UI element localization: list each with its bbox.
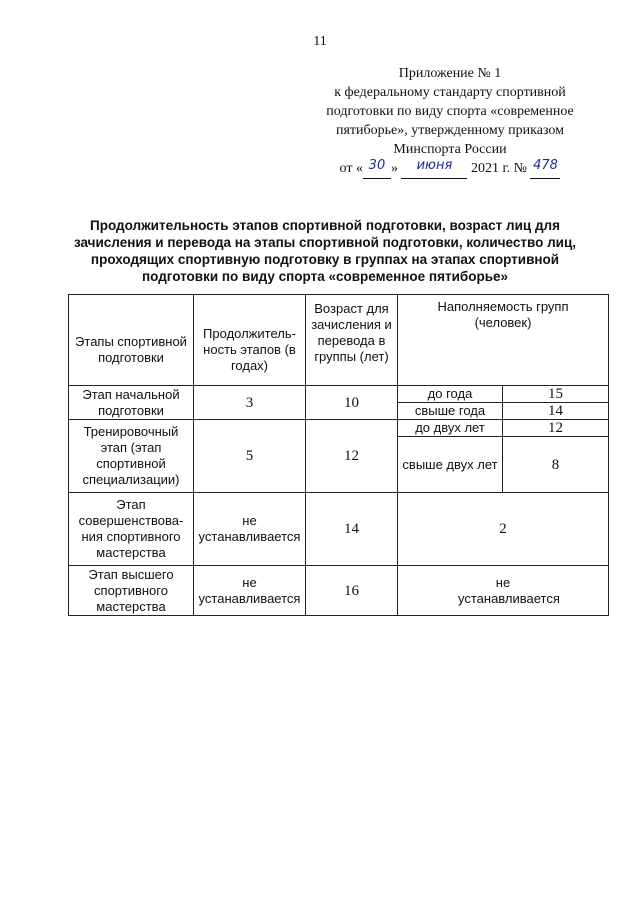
row1-duration: 3 (194, 386, 306, 420)
row1-sub1-label: до года (398, 386, 503, 403)
row2-stage: Тренировочный этап (этап спортивной специализации) (69, 420, 194, 493)
row1-stage: Этап начальной подготовки (69, 386, 194, 420)
table-row (69, 493, 609, 566)
row2-sub2-value: 8 (503, 437, 609, 493)
page-number: 11 (313, 34, 327, 49)
order-year-text: 2021 г. № (470, 161, 527, 176)
annex-line: пятиборье», утвержденному приказом (335, 123, 565, 138)
row2-age: 12 (306, 420, 398, 493)
row2-sub1-label: до двух лет (398, 420, 503, 437)
order-day: 30 (363, 159, 391, 179)
document-title: Продолжительность этапов спортивной подготовки, возраст лиц для зачисления и перевода на этапы спортивной подготовки, количество лиц, проходящих спортивную подготовку в группах на этапах спортивной подготовки по виду спорта «современное пятиборье» (73, 218, 577, 284)
row4-stage: Этап высшего спортивного мастерства (69, 566, 194, 616)
annex-line: Минспорта России (393, 142, 507, 157)
row3-occupancy: 2 (398, 493, 609, 566)
row3-stage: Этап совершенствова-ния спортивного мастерства (69, 493, 194, 566)
table-row (69, 566, 609, 616)
row3-age: 14 (306, 493, 398, 566)
header-age: Возраст для зачисления и перевода в группы (лет) (306, 295, 398, 386)
annex-block (325, 64, 575, 179)
table-row (69, 386, 609, 403)
annex-title: Приложение № 1 (398, 66, 502, 81)
row1-sub2-label: свыше года (398, 403, 503, 420)
annex-line: подготовки по виду спорта «современное (326, 104, 574, 119)
row1-sub2-value: 14 (503, 403, 609, 420)
order-month: июня (401, 159, 467, 179)
table-header-row (69, 295, 609, 386)
date-prefix: от « (339, 161, 363, 176)
annex-line: к федеральному стандарту спортивной (334, 85, 566, 100)
row1-sub1-value: 15 (503, 386, 609, 403)
row4-occupancy: не устанавливается (398, 566, 609, 616)
header-duration: Продолжитель-ность этапов (в годах) (194, 295, 306, 386)
row3-duration: не устанавливается (194, 493, 306, 566)
header-stages: Этапы спортивной подготовки (69, 295, 194, 386)
row1-age: 10 (306, 386, 398, 420)
row2-duration: 5 (194, 420, 306, 493)
header-occupancy: Наполняемость групп (человек) (398, 295, 609, 386)
row4-duration: не устанавливается (194, 566, 306, 616)
row4-age: 16 (306, 566, 398, 616)
table-row (69, 420, 609, 437)
stages-table (68, 294, 609, 616)
order-number: 478 (530, 159, 560, 179)
row2-sub1-value: 12 (503, 420, 609, 437)
date-mid: » (390, 161, 398, 176)
row2-sub2-label: свыше двух лет (398, 437, 503, 493)
order-date-line (325, 159, 575, 179)
